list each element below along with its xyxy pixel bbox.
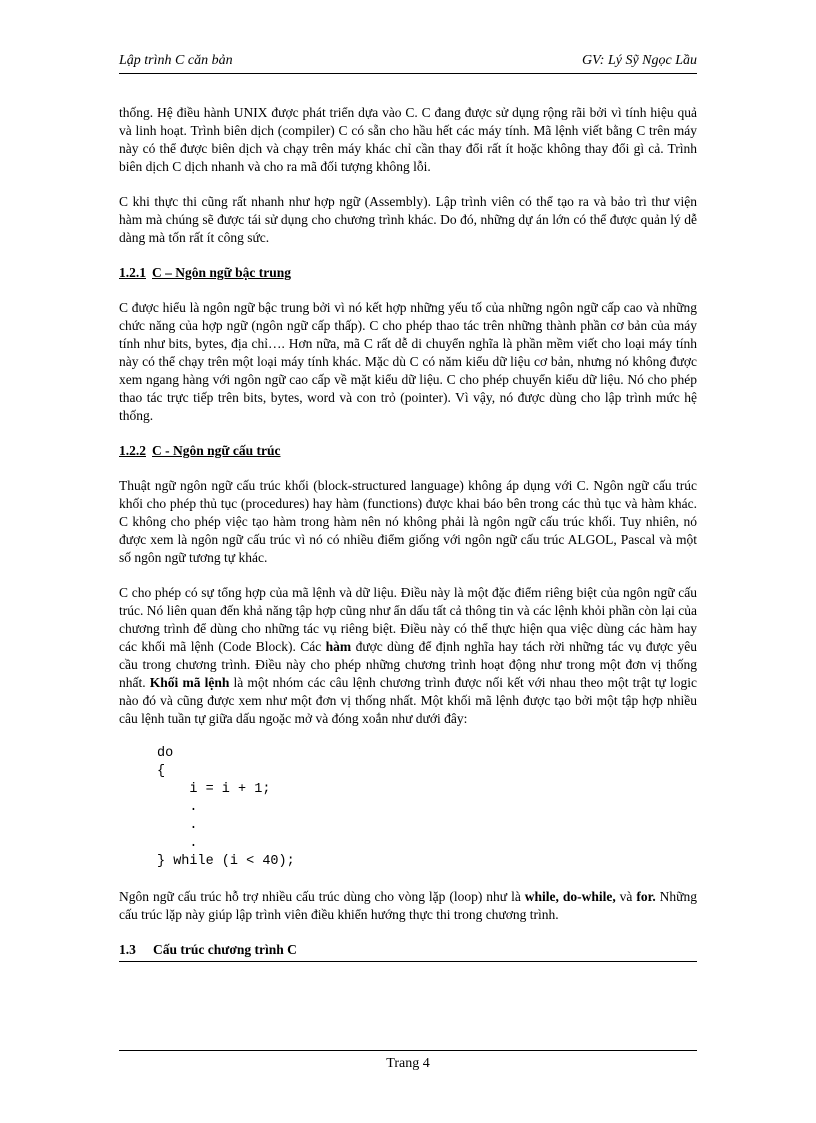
text-run: Ngôn ngữ cấu trúc hỗ trợ nhiều cấu trúc dùng cho vòng lặp (loop) như là bbox=[119, 889, 525, 904]
footer-rule bbox=[119, 1050, 697, 1051]
header-course-title: Lập trình C căn bản bbox=[119, 53, 233, 68]
paragraph-block-structured: Thuật ngữ ngôn ngữ cấu trúc khối (block-structured language) không áp dụng với C. Ngôn ngữ cấu trúc khối cho phép thủ tục (procedures) hay hàm (functions) được khai báo bên trong các thủ tục và hàm khác. C không cho phép việc tạo hàm trong hàm nên nó không phải là ngôn ngữ cấu trúc khối. Tuy nhiên, nó được xem là ngôn ngữ cấu trúc vì nó có nhiều điểm giống với ngôn ngữ cấu trúc ALGOL, Pascal và một số ngôn ngữ tương tự khác. bbox=[119, 478, 697, 565]
section-heading-1-2-1 bbox=[119, 264, 697, 282]
section-title: C – Ngôn ngữ bậc trung bbox=[152, 265, 291, 280]
page-header bbox=[119, 53, 697, 73]
text-run: là một nhóm các câu lệnh chương trình được nối kết với nhau theo một trật tự logic nào đó và cũng được xem như một đơn vị thống nhất. Một khối mã lệnh được tạo bởi một tập hợp nhiều câu lệnh tuần tự giữa dấu ngoặc mở và đóng xoắn như dưới đây: bbox=[119, 675, 698, 726]
text-run: và bbox=[615, 889, 637, 904]
section-heading-1-3 bbox=[119, 941, 697, 962]
section-heading-1-2-2 bbox=[119, 442, 697, 460]
paragraph-middle-level: C được hiểu là ngôn ngữ bậc trung bởi vì nó kết hợp những yếu tố của những ngôn ngữ cấp cao và những chức năng của hợp ngữ (ngôn ngữ cấp thấp). C cho phép thao tác trên những thành phần cơ bản của máy tính như bits, bytes, địa chỉ…. Hơn nữa, mã C rất dễ di chuyển nghĩa là phần mềm viết cho loại máy tính này có thể chạy trên một loại máy tính khác. Mặc dù C có năm kiểu dữ liệu cơ bản, nhưng nó không được xem ngang hàng với ngôn ngữ cao cấp về mặt kiểu dữ liệu. C cho phép chuyển kiểu dữ liệu. Nó cho phép thao tác trực tiếp trên bits, bytes, word và con trỏ (pointer). Vì vậy, nó được dùng cho lập trình mức hệ thống. bbox=[119, 300, 697, 423]
header-instructor: GV: Lý Sỹ Ngọc Lầu bbox=[582, 53, 697, 68]
section-number: 1.3 bbox=[119, 942, 136, 957]
text-run: C cho phép có sự tổng hợp của mã lệnh và dữ liệu. Điều này là một đặc điểm riêng biệt của ngôn ngữ cấu trúc. Nó liên quan đến khả năng tập hợp cũng như ẩn dấu tất cả thông tin và các lệnh khỏi phần còn lại của chương trình để dùng cho những tác vụ riêng biệt. Điều này có thể thực hiện qua việc dùng các hàm hay các khối mã lệnh (Code Block). Các bbox=[119, 585, 697, 654]
paragraph-unix: thống. Hệ điều hành UNIX được phát triển dựa vào C. C đang được sử dụng rộng rãi bởi vì tính hiệu quả và linh hoạt. Trình biên dịch (compiler) C có sẵn cho hầu hết các máy tính. Mã lệnh viết bằng C trên máy này có thể được biên dịch và chạy trên máy khác chỉ cần thay đổi rất ít hoặc không thay đổi gì cả. Trình biên dịch C dịch nhanh và cho ra mã đối tượng không lỗi. bbox=[119, 105, 697, 174]
text-run: Những cấu trúc lặp này giúp lập trình viên điều khiển hướng thực thi trong chương trình. bbox=[119, 889, 697, 922]
term-khoi-ma-lenh: Khối mã lệnh bbox=[149, 675, 230, 690]
page-number: Trang 4 bbox=[386, 1056, 430, 1071]
header-rule bbox=[119, 73, 697, 74]
paragraph-code-block bbox=[119, 584, 697, 728]
paragraph-loops bbox=[119, 888, 697, 924]
section-number: 1.2.2 bbox=[119, 443, 146, 458]
code-example: do { i = i + 1; . . . } while (i < 40); bbox=[157, 746, 295, 869]
term-for: for. bbox=[636, 889, 656, 904]
section-number: 1.2.1 bbox=[119, 265, 146, 280]
section-title: Cấu trúc chương trình C bbox=[153, 942, 297, 957]
text-run: được dùng để định nghĩa hay tách rời những tác vụ được yêu cầu trong chương trình. Điều này cho phép những chương trình hoạt động như trong một đơn vị thống nhất. bbox=[119, 639, 697, 690]
section-title: C - Ngôn ngữ cấu trúc bbox=[152, 443, 281, 458]
term-ham: hàm bbox=[325, 639, 352, 654]
paragraph-performance: C khi thực thi cũng rất nhanh như hợp ngữ (Assembly). Lập trình viên có thể tạo ra và bảo trì thư viện hàm mà chúng sẽ được tái sử dụng cho chương trình khác. Do đó, những dự án lớn có thể được quản lý dễ dàng mà tốn rất ít công sức. bbox=[119, 194, 697, 245]
term-while: while, do-while, bbox=[524, 889, 616, 904]
page-body bbox=[119, 104, 697, 962]
